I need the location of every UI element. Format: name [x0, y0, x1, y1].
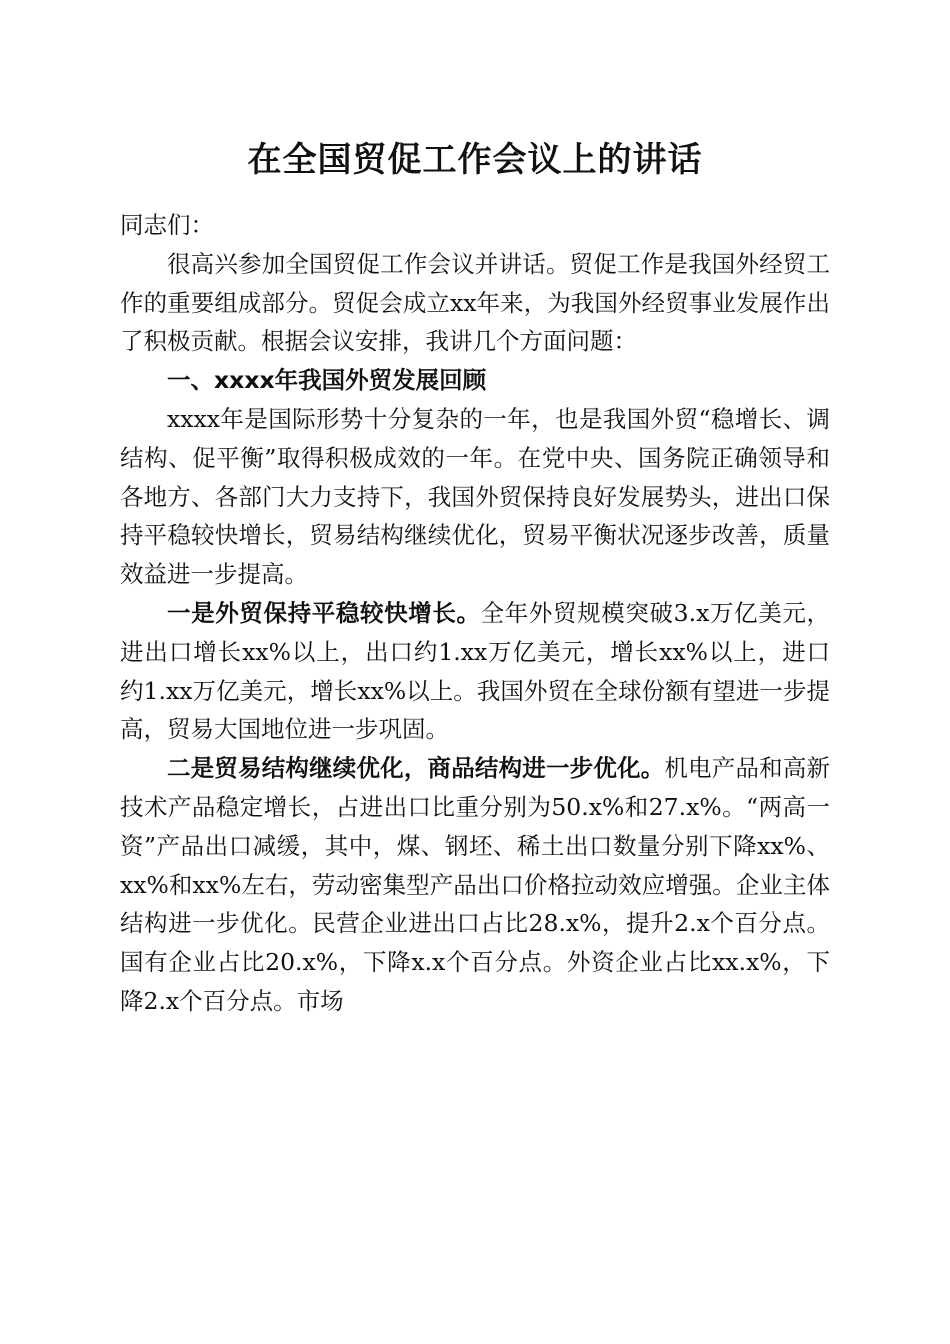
document-body: [120, 206, 830, 1021]
point-1-paragraph: [120, 594, 830, 749]
salutation: 同志们：: [120, 211, 214, 239]
point-1-lead: 一是外贸保持平稳较快增长。: [167, 598, 481, 627]
document-title: 在全国贸促工作会议上的讲话: [247, 140, 703, 180]
section-overview-paragraph: xxxx年是国际形势十分复杂的一年，也是我国外贸“稳增长、调结构、促平衡”取得积极成效的一年。在党中央、国务院正确领导和各地方、各部门大力支持下，我国外贸保持良好发展势头，进出口保持平稳较快增长，贸易结构继续优化，贸易平衡状况逐步改善，质量效益进一步提高。: [120, 404, 830, 589]
point-2-lead: 二是贸易结构继续优化，商品结构进一步优化。: [167, 754, 665, 783]
point-2-paragraph: [120, 749, 830, 1021]
point-1-text: 全年外贸规模突破3.x万亿美元，进出口增长xx%以上，出口约1.xx万亿美元，增长xx%以上，进口约1.xx万亿美元，增长xx%以上。我国外贸在全球份额有望进一步提高，贸易大国地位进一步巩固。: [120, 598, 830, 744]
point-2-text: 机电产品和高新技术产品稳定增长，占进出口比重分别为50.x%和27.x%。“两高一资”产品出口减缓，其中，煤、钢坯、稀土出口数量分别下降xx%、xx%和xx%左右，劳动密集型产品出口价格拉动效应增强。企业主体结构进一步优化。民营企业进出口占比28.x%，提升2.x个百分点。国有企业占比20.x%，下降x.x个百分点。外资企业占比xx.x%，下降2.x个百分点。市场: [120, 754, 831, 1015]
intro-paragraph: 很高兴参加全国贸促工作会议并讲话。贸促工作是我国外经贸工作的重要组成部分。贸促会成立xx年来，为我国外经贸事业发展作出了积极贡献。根据会议安排，我讲几个方面问题：: [120, 249, 830, 356]
section-heading: 一、xxxx年我国外贸发展回顾: [167, 366, 487, 395]
